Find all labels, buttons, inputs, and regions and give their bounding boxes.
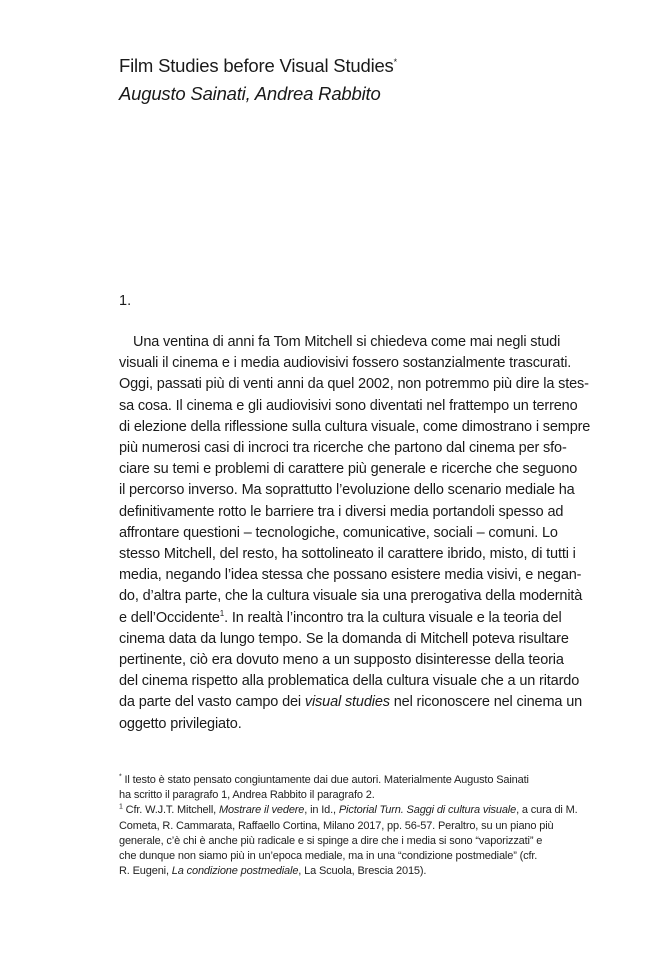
footnote-text: , in Id., bbox=[304, 804, 336, 817]
text-line: stesso Mitchell, del resto, ha sottolineato il carattere ibrido, misto, di tutti i bbox=[119, 546, 576, 563]
title-footnote-mark: * bbox=[393, 56, 397, 67]
footnote-text: R. Eugeni, bbox=[119, 865, 169, 878]
text-line: definitivamente rotto le barriere tra i diversi media portandoli spesso ad bbox=[119, 503, 564, 520]
footnote-line: ha scritto il paragrafo 1, Andrea Rabbito il paragrafo 2. bbox=[119, 789, 375, 802]
text-segment: . bbox=[224, 609, 228, 626]
footnote-text: Cfr. W.J.T. Mitchell, bbox=[125, 804, 217, 817]
text-segment: nel riconoscere nel cinema un bbox=[393, 694, 583, 711]
text-line: affrontare questioni – tecnologiche, comunicative, sociali – comuni. Lo bbox=[119, 524, 558, 541]
footnote-italic: La condizione postmediale bbox=[171, 865, 299, 878]
article-authors: Augusto Sainati, Andrea Rabbito bbox=[119, 83, 381, 104]
text-line: di elezione della riflessione sulla cultura visuale, come dimostrano i sempre bbox=[119, 418, 591, 435]
footnote-italic: Mostrare il vedere bbox=[218, 804, 305, 817]
footnote-line: Cometa, R. Cammarata, Raffaello Cortina, Milano 2017, pp. 56-57. Peraltro, su un piano più bbox=[119, 819, 554, 832]
footnote-italic: Pictorial Turn. Saggi di cultura visuale bbox=[338, 804, 517, 817]
footnote-line: che dunque non siamo più in un’epoca mediale, ma in una “condizione postmediale” (cfr. bbox=[119, 850, 538, 863]
text-line: do, d’altra parte, che la cultura visuale sia una prerogativa della modernità bbox=[119, 588, 583, 605]
text-line: cinema data da lungo tempo. Se la domanda di Mitchell poteva risultare bbox=[119, 630, 569, 647]
body-paragraph bbox=[119, 332, 591, 735]
italic-term: visual studies bbox=[304, 694, 390, 711]
title-text: Film Studies before Visual Studies bbox=[119, 55, 394, 76]
footnote-line bbox=[119, 864, 539, 879]
text-line: ciare su temi e problemi di carattere più generale e ricerche che seguono bbox=[119, 461, 578, 478]
section-number: 1. bbox=[119, 293, 132, 309]
footnote-mark: 1 bbox=[119, 803, 123, 811]
footnote-ref: 1 bbox=[219, 608, 225, 618]
footnotes bbox=[119, 773, 578, 879]
text-line: pertinente, ciò era dovuto meno a un supposto disinteresse della teoria bbox=[119, 652, 564, 669]
text-line: Una ventina di anni fa Tom Mitchell si chiedeva come mai negli studi bbox=[133, 334, 561, 350]
footnote-text: , a cura di M. bbox=[516, 804, 578, 817]
footnote-text: , La Scuola, Brescia 2015). bbox=[298, 865, 427, 878]
text-line: più numerosi casi di incroci tra ricerche che partono dal cinema per sfo- bbox=[119, 440, 567, 457]
text-line: il percorso inverso. Ma soprattutto l’evoluzione dello scenario mediale ha bbox=[119, 482, 575, 499]
footnote-mark: * bbox=[119, 773, 122, 781]
text-segment: In realtà l’incontro tra la cultura visuale e la teoria del bbox=[231, 609, 562, 626]
text-line-with-note bbox=[119, 608, 562, 629]
footnote-text: Il testo è stato pensato congiuntamente dai due autori. Materialmente Augusto Sainati bbox=[124, 774, 529, 786]
text-line: visuali il cinema e i media audiovisivi fossero sostanzialmente trascurati. bbox=[119, 355, 572, 372]
article-title bbox=[119, 55, 397, 77]
text-line: Oggi, passati più di venti anni da quel 2002, non potremmo più dire la stes- bbox=[119, 376, 589, 393]
text-segment: da parte del vasto campo dei bbox=[119, 694, 301, 711]
text-line-with-italic bbox=[119, 692, 583, 713]
text-line: del cinema rispetto alla problematica della cultura visuale che a un ritardo bbox=[119, 673, 580, 690]
text-line: sa cosa. Il cinema e gli audiovisivi sono diventati nel frattempo un terreno bbox=[119, 397, 578, 414]
footnote-1-line bbox=[119, 803, 578, 818]
text-segment: e dell’Occidente bbox=[119, 609, 220, 626]
text-line: media, negando l’idea stessa che possano esistere media visivi, e negan- bbox=[119, 567, 582, 584]
footnote-line: generale, c’è chi è anche più radicale e si spinge a dire che i media si sono “vaporizzati” e bbox=[119, 834, 543, 847]
text-line: oggetto privilegiato. bbox=[119, 715, 242, 732]
footnote-star-line bbox=[119, 773, 539, 788]
